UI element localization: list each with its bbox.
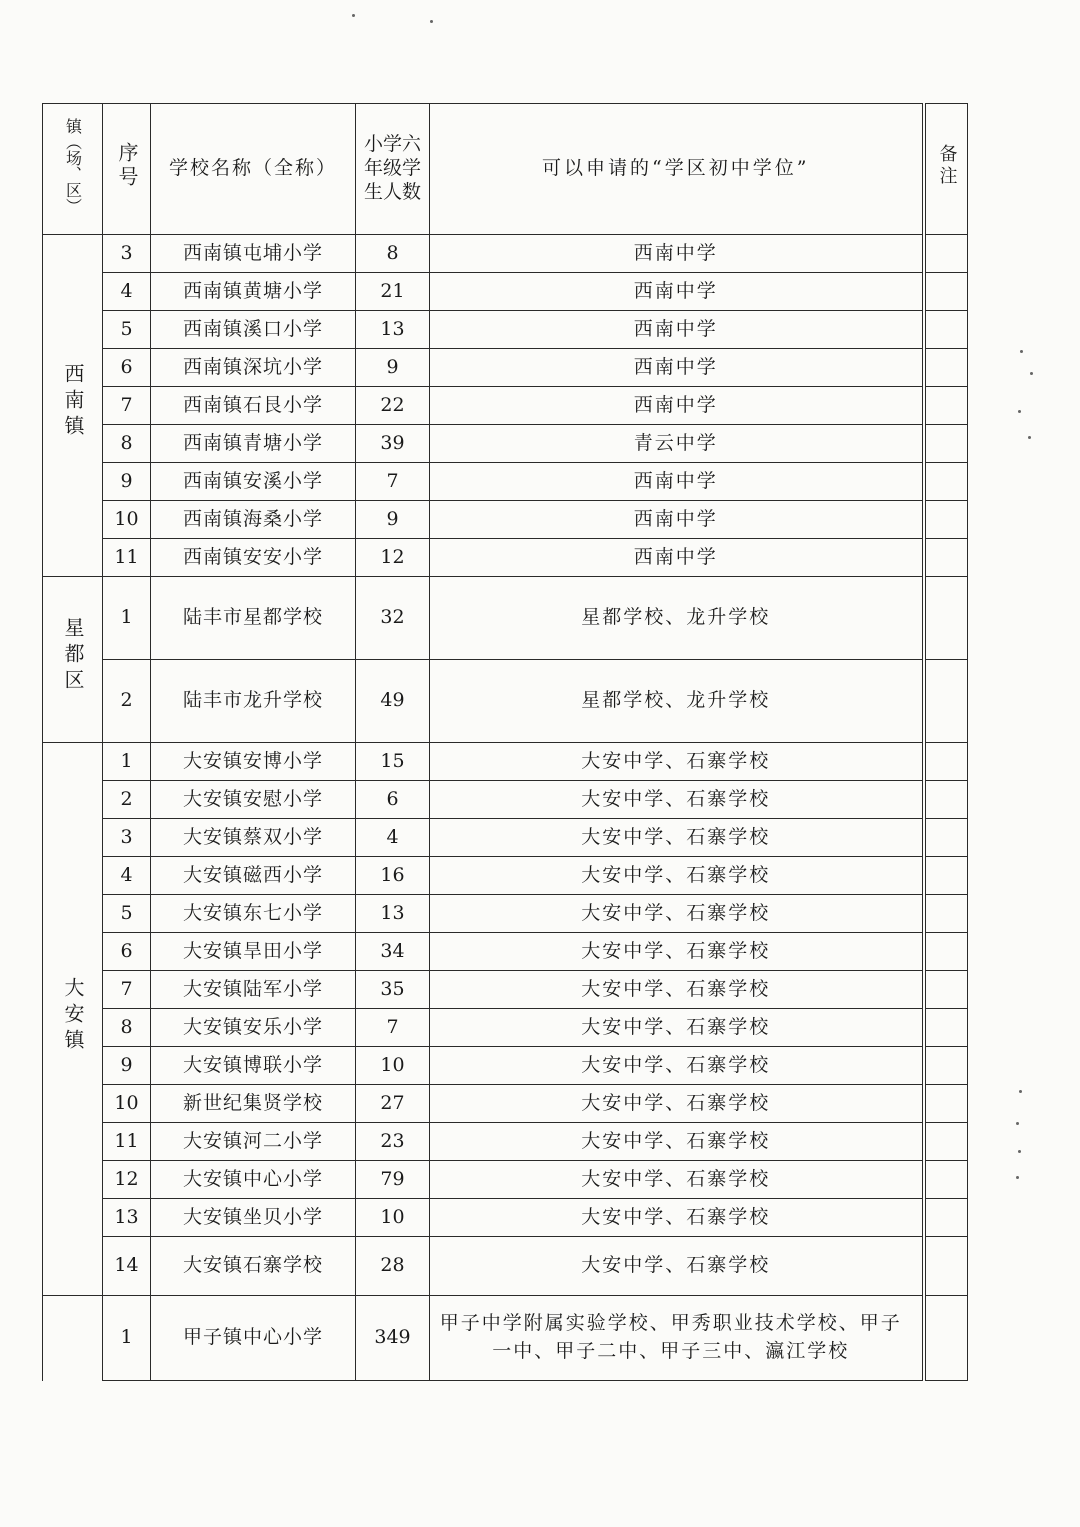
remark-cell (924, 501, 968, 539)
remark-cell (924, 971, 968, 1009)
count-cell: 39 (356, 425, 430, 463)
options-cell: 青云中学 (430, 425, 924, 463)
remark-cell (924, 1009, 968, 1047)
seq-cell: 11 (103, 1123, 151, 1161)
school-cell: 陆丰市星都学校 (151, 577, 356, 660)
remark-cell (924, 577, 968, 660)
table-row (43, 743, 968, 781)
seq-cell: 5 (103, 311, 151, 349)
count-cell: 7 (356, 463, 430, 501)
school-cell: 大安镇陆军小学 (151, 971, 356, 1009)
count-cell: 10 (356, 1047, 430, 1085)
town-cell (43, 1296, 103, 1381)
seq-cell: 11 (103, 539, 151, 577)
count-cell: 349 (356, 1296, 430, 1381)
count-cell: 13 (356, 311, 430, 349)
remark-cell (924, 1237, 968, 1296)
count-cell: 21 (356, 273, 430, 311)
table-row (43, 425, 968, 463)
school-cell: 西南镇石艮小学 (151, 387, 356, 425)
school-cell: 大安镇旱田小学 (151, 933, 356, 971)
table-row (43, 235, 968, 273)
options-cell: 甲子中学附属实验学校、甲秀职业技术学校、甲子一中、甲子二中、甲子三中、瀛江学校 (430, 1296, 924, 1381)
options-cell: 大安中学、石寨学校 (430, 743, 924, 781)
table-row (43, 1085, 968, 1123)
seq-cell: 1 (103, 743, 151, 781)
school-cell: 西南镇安溪小学 (151, 463, 356, 501)
table-row (43, 1161, 968, 1199)
count-cell: 9 (356, 501, 430, 539)
table-row (43, 857, 968, 895)
school-cell: 甲子镇中心小学 (151, 1296, 356, 1381)
seq-cell: 13 (103, 1199, 151, 1237)
school-cell: 大安镇博联小学 (151, 1047, 356, 1085)
count-cell: 10 (356, 1199, 430, 1237)
seq-cell: 12 (103, 1161, 151, 1199)
remark-cell (924, 819, 968, 857)
count-cell: 34 (356, 933, 430, 971)
options-cell: 大安中学、石寨学校 (430, 971, 924, 1009)
count-cell: 15 (356, 743, 430, 781)
options-cell: 大安中学、石寨学校 (430, 933, 924, 971)
school-cell: 西南镇海桑小学 (151, 501, 356, 539)
remark-cell (924, 1199, 968, 1237)
remark-cell (924, 857, 968, 895)
remark-cell (924, 1296, 968, 1381)
options-cell: 大安中学、石寨学校 (430, 819, 924, 857)
table-row (43, 819, 968, 857)
table-row (43, 1123, 968, 1161)
header-town: 镇（场、区） (43, 104, 103, 235)
remark-cell (924, 660, 968, 743)
table-row (43, 387, 968, 425)
table-row (43, 781, 968, 819)
seq-cell: 2 (103, 781, 151, 819)
remark-cell (924, 781, 968, 819)
header-count: 小学六年级学生人数 (356, 104, 430, 235)
school-district-table (42, 103, 968, 1381)
options-cell: 大安中学、石寨学校 (430, 857, 924, 895)
count-cell: 4 (356, 819, 430, 857)
remark-cell (924, 387, 968, 425)
options-cell: 西南中学 (430, 273, 924, 311)
remark-cell (924, 311, 968, 349)
table-row (43, 660, 968, 743)
options-cell: 西南中学 (430, 501, 924, 539)
options-cell: 大安中学、石寨学校 (430, 1047, 924, 1085)
seq-cell: 9 (103, 463, 151, 501)
seq-cell: 1 (103, 577, 151, 660)
count-cell: 27 (356, 1085, 430, 1123)
header-remark: 备注 (924, 104, 968, 235)
options-cell: 西南中学 (430, 387, 924, 425)
options-cell: 西南中学 (430, 311, 924, 349)
school-cell: 大安镇河二小学 (151, 1123, 356, 1161)
options-cell: 大安中学、石寨学校 (430, 1085, 924, 1123)
options-cell: 大安中学、石寨学校 (430, 1237, 924, 1296)
school-cell: 西南镇溪口小学 (151, 311, 356, 349)
count-cell: 9 (356, 349, 430, 387)
seq-cell: 1 (103, 1296, 151, 1381)
header-options: 可以申请的“学区初中学位” (430, 104, 924, 235)
count-cell: 13 (356, 895, 430, 933)
school-cell: 大安镇安慰小学 (151, 781, 356, 819)
table-row (43, 1009, 968, 1047)
table-row (43, 577, 968, 660)
options-cell: 西南中学 (430, 235, 924, 273)
seq-cell: 14 (103, 1237, 151, 1296)
school-cell: 陆丰市龙升学校 (151, 660, 356, 743)
table-row (43, 311, 968, 349)
count-cell: 79 (356, 1161, 430, 1199)
count-cell: 12 (356, 539, 430, 577)
table-row (43, 1296, 968, 1381)
count-cell: 16 (356, 857, 430, 895)
school-cell: 大安镇石寨学校 (151, 1237, 356, 1296)
school-cell: 西南镇青塘小学 (151, 425, 356, 463)
school-cell: 新世纪集贤学校 (151, 1085, 356, 1123)
options-cell: 大安中学、石寨学校 (430, 1199, 924, 1237)
remark-cell (924, 273, 968, 311)
school-cell: 西南镇深坑小学 (151, 349, 356, 387)
remark-cell (924, 235, 968, 273)
school-cell: 大安镇坐贝小学 (151, 1199, 356, 1237)
options-cell: 大安中学、石寨学校 (430, 1161, 924, 1199)
count-cell: 6 (356, 781, 430, 819)
header-school: 学校名称（全称） (151, 104, 356, 235)
seq-cell: 9 (103, 1047, 151, 1085)
remark-cell (924, 1123, 968, 1161)
count-cell: 23 (356, 1123, 430, 1161)
school-cell: 大安镇磁西小学 (151, 857, 356, 895)
table-row (43, 1199, 968, 1237)
count-cell: 35 (356, 971, 430, 1009)
seq-cell: 8 (103, 1009, 151, 1047)
seq-cell: 4 (103, 857, 151, 895)
table-row (43, 895, 968, 933)
options-cell: 大安中学、石寨学校 (430, 1123, 924, 1161)
table-row (43, 463, 968, 501)
table-row (43, 1237, 968, 1296)
options-cell: 星都学校、龙升学校 (430, 577, 924, 660)
remark-cell (924, 1047, 968, 1085)
seq-cell: 10 (103, 501, 151, 539)
remark-cell (924, 425, 968, 463)
options-cell: 大安中学、石寨学校 (430, 781, 924, 819)
school-cell: 西南镇屯埔小学 (151, 235, 356, 273)
remark-cell (924, 463, 968, 501)
table-row (43, 1047, 968, 1085)
count-cell: 49 (356, 660, 430, 743)
options-cell: 星都学校、龙升学校 (430, 660, 924, 743)
table-row (43, 971, 968, 1009)
remark-cell (924, 743, 968, 781)
seq-cell: 5 (103, 895, 151, 933)
remark-cell (924, 895, 968, 933)
remark-cell (924, 1085, 968, 1123)
seq-cell: 10 (103, 1085, 151, 1123)
seq-cell: 8 (103, 425, 151, 463)
school-cell: 大安镇东七小学 (151, 895, 356, 933)
town-cell: 大安镇 (43, 743, 103, 1296)
count-cell: 8 (356, 235, 430, 273)
seq-cell: 6 (103, 933, 151, 971)
remark-cell (924, 349, 968, 387)
options-cell: 西南中学 (430, 349, 924, 387)
options-cell: 大安中学、石寨学校 (430, 1009, 924, 1047)
seq-cell: 3 (103, 819, 151, 857)
count-cell: 32 (356, 577, 430, 660)
header-seq: 序号 (103, 104, 151, 235)
school-cell: 大安镇蔡双小学 (151, 819, 356, 857)
seq-cell: 6 (103, 349, 151, 387)
table-row (43, 501, 968, 539)
table-row (43, 349, 968, 387)
table-row (43, 273, 968, 311)
seq-cell: 2 (103, 660, 151, 743)
seq-cell: 3 (103, 235, 151, 273)
options-cell: 西南中学 (430, 539, 924, 577)
count-cell: 7 (356, 1009, 430, 1047)
remark-cell (924, 539, 968, 577)
school-cell: 大安镇安乐小学 (151, 1009, 356, 1047)
school-cell: 大安镇安博小学 (151, 743, 356, 781)
remark-cell (924, 933, 968, 971)
school-cell: 大安镇中心小学 (151, 1161, 356, 1199)
count-cell: 28 (356, 1237, 430, 1296)
options-cell: 西南中学 (430, 463, 924, 501)
table-row (43, 933, 968, 971)
seq-cell: 4 (103, 273, 151, 311)
count-cell: 22 (356, 387, 430, 425)
table-header-row (43, 104, 968, 235)
school-cell: 西南镇黄塘小学 (151, 273, 356, 311)
table-row (43, 539, 968, 577)
remark-cell (924, 1161, 968, 1199)
seq-cell: 7 (103, 971, 151, 1009)
seq-cell: 7 (103, 387, 151, 425)
school-cell: 西南镇安安小学 (151, 539, 356, 577)
town-cell: 西南镇 (43, 235, 103, 577)
town-cell: 星都区 (43, 577, 103, 743)
options-cell: 大安中学、石寨学校 (430, 895, 924, 933)
